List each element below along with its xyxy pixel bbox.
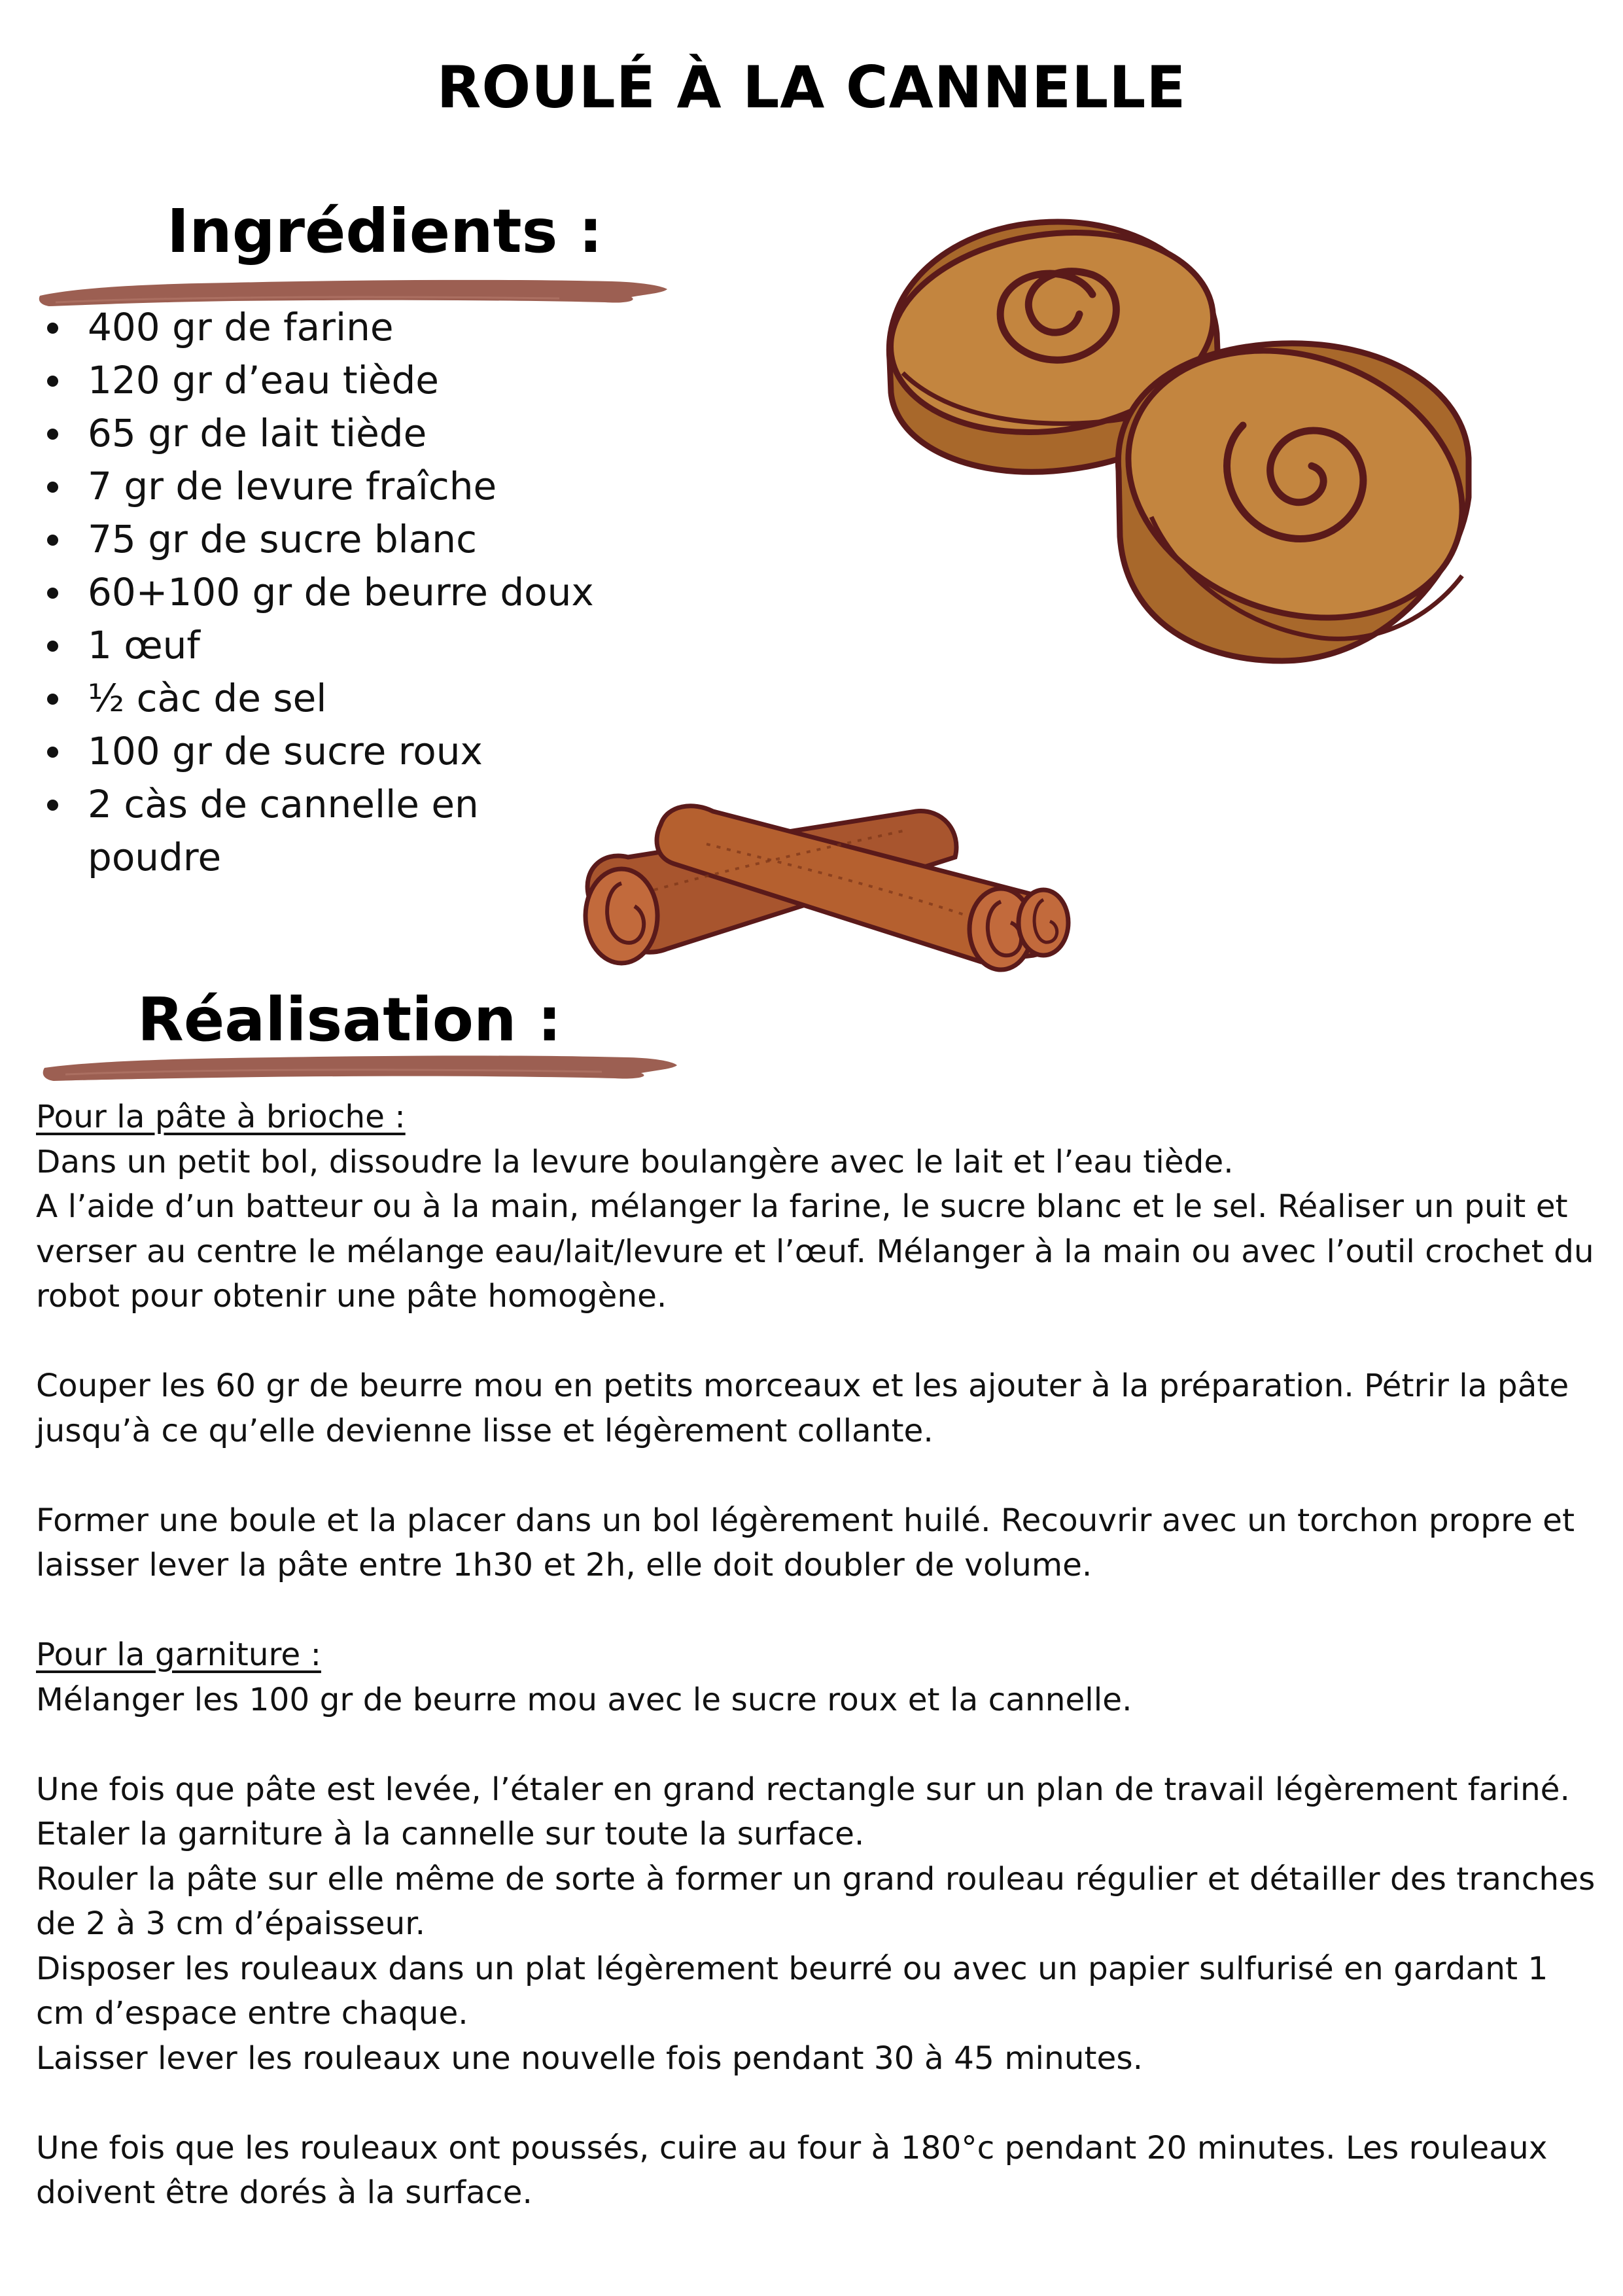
list-item: 100 gr de sucre roux [39, 725, 628, 778]
pate-subheading: Pour la pâte à brioche : [36, 1099, 406, 1135]
bullet-icon [47, 482, 58, 493]
paragraph: Laisser lever les rouleaux une nouvelle fois pendant 30 à 45 minutes. [36, 2040, 1143, 2077]
bullet-icon [47, 747, 58, 758]
bullet-icon [47, 429, 58, 440]
bullet-icon [47, 800, 58, 811]
paragraph: Disposer les rouleaux dans un plat légèrement beurré ou avec un papier sulfurisé en gardant 1 cm d’espace entre chaque. [36, 1950, 1548, 2032]
paragraph: Etaler la garniture à la cannelle sur toute la surface. [36, 1816, 865, 1852]
ingredients-list [39, 301, 628, 884]
bullet-icon [47, 535, 58, 546]
paragraph: A l’aide d’un batteur ou à la main, mélanger la farine, le sucre blanc et le sel. Réaliser un puit et verser au centre le mélange eau/lait/levure et l’œuf. Mélanger à la main ou avec l’outil crochet du robot pour obtenir une pâte homogène. [36, 1188, 1594, 1315]
cinnamon-sticks-illustration [576, 798, 1073, 988]
paragraph: Une fois que pâte est levée, l’étaler en grand rectangle sur un plan de travail légèrement fariné. [36, 1771, 1570, 1808]
bullet-icon [47, 641, 58, 652]
list-item: 65 gr de lait tiède [39, 407, 628, 460]
paragraph: Former une boule et la placer dans un bol légèrement huilé. Recouvrir avec un torchon propre et laisser lever la pâte entre 1h30 et 2h, elle doit doubler de volume. [36, 1502, 1575, 1583]
paragraph: Mélanger les 100 gr de beurre mou avec le sucre roux et la cannelle. [36, 1681, 1132, 1718]
bullet-icon [47, 588, 58, 599]
cinnamon-rolls-illustration [877, 209, 1478, 680]
realisation-heading: Réalisation : [137, 985, 562, 1055]
paragraph: Couper les 60 gr de beurre mou en petits morceaux et les ajouter à la préparation. Pétrir la pâte jusqu’à ce qu’elle devienne lisse et légèrement collante. [36, 1368, 1569, 1449]
list-item: 7 gr de levure fraîche [39, 460, 628, 513]
bullet-icon [47, 694, 58, 705]
list-item: 60+100 gr de beurre doux [39, 566, 628, 619]
list-item: 400 gr de farine [39, 301, 628, 354]
garniture-subheading: Pour la garniture : [36, 1636, 321, 1673]
ingredients-heading: Ingrédients : [167, 196, 603, 266]
list-item: 1 œuf [39, 619, 628, 672]
paragraph: Une fois que les rouleaux ont poussés, cuire au four à 180°c pendant 20 minutes. Les rouleaux doivent être dorés à la surface. [36, 2129, 1548, 2211]
list-item: 75 gr de sucre blanc [39, 513, 628, 566]
list-item: ½ càc de sel [39, 672, 628, 725]
list-item: 2 càs de cannelle en poudre [39, 778, 493, 884]
bullet-icon [47, 376, 58, 387]
realisation-brush-stroke [39, 1047, 680, 1084]
paragraph: Dans un petit bol, dissoudre la levure boulangère avec le lait et l’eau tiède. [36, 1143, 1234, 1180]
list-item: 120 gr d’eau tiède [39, 354, 628, 407]
paragraph: Rouler la pâte sur elle même de sorte à former un grand rouleau régulier et détailler des tranches de 2 à 3 cm d’épaisseur. [36, 1860, 1596, 1942]
instructions [36, 1095, 1606, 2216]
bullet-icon [47, 323, 58, 334]
recipe-title: ROULÉ À LA CANNELLE [436, 54, 1187, 121]
